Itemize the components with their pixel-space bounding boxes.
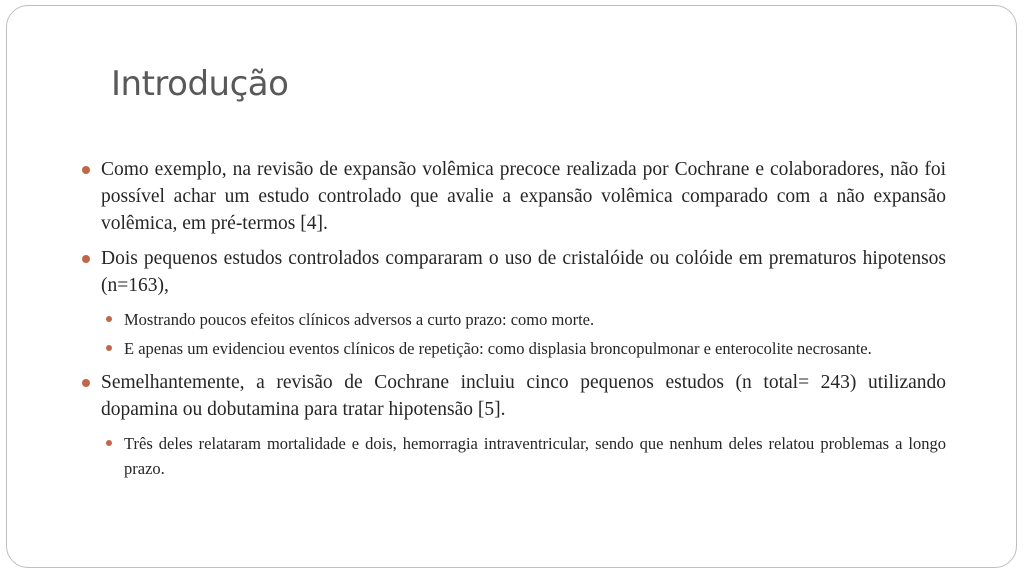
sub-bullet-text: Mostrando poucos efeitos clínicos adversos a curto prazo: como morte. [124,310,595,329]
bullet-icon [82,166,90,174]
bullet-icon [82,379,90,387]
bullet-item [82,245,946,299]
sub-bullet-item [106,336,946,361]
bullet-text: Semelhantemente, a revisão de Cochrane incluiu cinco pequenos estudos (n total= 243) utilizando dopamina ou dobutamina para tratar hipotensão [5]. [101,372,946,420]
slide-body [82,156,946,485]
sub-bullet-item [106,307,946,332]
bullet-icon [82,255,90,263]
sub-bullet-text: Três deles relataram mortalidade e dois, hemorragia intraventricular, sendo que nenhum deles relatou problemas a longo prazo. [124,434,946,478]
slide-title: Introdução [111,64,289,104]
sub-bullet-item [106,431,946,481]
bullet-item [82,156,946,237]
bullet-text: Dois pequenos estudos controlados compararam o uso de cristalóide ou colóide em prematuros hipotensos (n=163), [101,248,946,296]
bullet-text: Como exemplo, na revisão de expansão volêmica precoce realizada por Cochrane e colaboradores, não foi possível achar um estudo controlado que avalie a expansão volêmica comparado com a não expansão volêmica, em pré-termos [4]. [101,159,946,234]
bullet-item [82,369,946,423]
sub-bullet-icon [106,440,112,446]
sub-bullet-icon [106,345,112,351]
sub-bullet-icon [106,316,112,322]
sub-bullet-text: E apenas um evidenciou eventos clínicos de repetição: como displasia broncopulmonar e enterocolite necrosante. [124,339,872,358]
